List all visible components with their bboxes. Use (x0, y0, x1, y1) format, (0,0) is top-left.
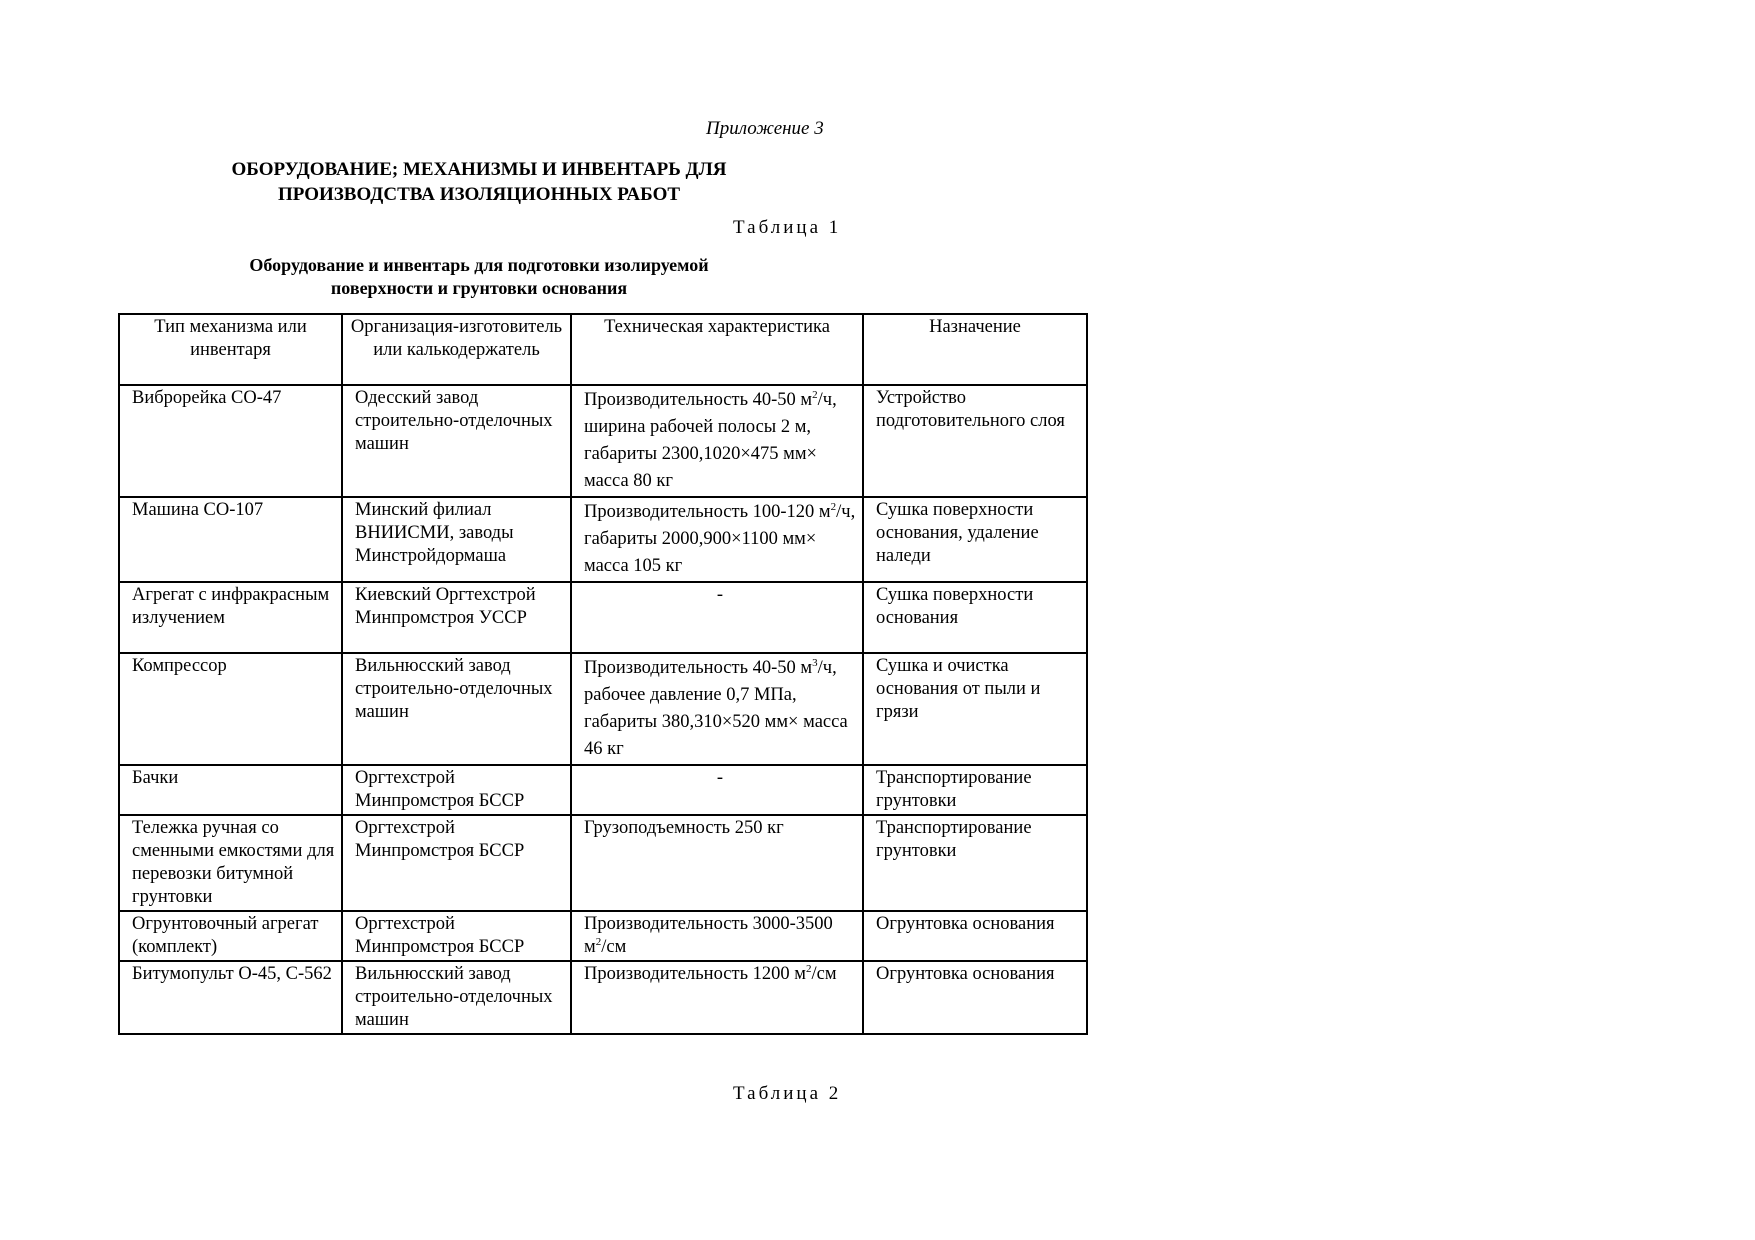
spec-text-continued: /см (811, 964, 837, 984)
cell-type: Виброрейка СО-47 (119, 385, 342, 497)
spec-text: Производительность 3000-3500 м (584, 914, 833, 957)
cell-type: Битумопульт О-45, С-562 (119, 961, 342, 1034)
spec-text-continued: /ч, габариты 2000,900×1100 мм× масса 105 кг (584, 502, 856, 576)
spec-text-continued: /ч, рабочее давление 0,7 МПа, габариты 380,310×520 мм× масса 46 кг (584, 658, 848, 759)
cell-org: Оргтехстрой Минпромстроя БССР (342, 815, 571, 911)
spec-text: Производительность 100-120 м (584, 502, 831, 522)
spec-text-continued: /см (601, 937, 627, 957)
cell-type: Агрегат с инфракрасным излучением (119, 582, 342, 653)
cell-org: Вильнюсский завод строительно-отделочных машин (342, 961, 571, 1034)
cell-spec (571, 385, 863, 497)
spec-text: Производительность 40-50 м (584, 390, 813, 410)
title-line-1: ОБОРУДОВАНИЕ; МЕХАНИЗМЫ И ИНВЕНТАРЬ ДЛЯ (231, 159, 727, 180)
spec-unit-exponent: 2 (805, 962, 812, 975)
cell-purpose: Сушка поверхности основания (863, 582, 1087, 653)
table-1-label: Таблица 1 (733, 217, 842, 238)
cell-spec (571, 653, 863, 765)
caption-line-1: Оборудование и инвентарь для подготовки изолируемой (249, 255, 709, 275)
spec-unit-exponent: 2 (830, 500, 837, 513)
cell-org: Минский филиал ВНИИСМИ, заводы Минстройдормаша (342, 497, 571, 582)
table-row (119, 582, 1087, 653)
cell-type: Огрунтовочный агрегат (комплект) (119, 911, 342, 961)
table-header-row (119, 314, 1087, 385)
cell-org: Оргтехстрой Минпромстроя БССР (342, 911, 571, 961)
cell-type: Бачки (119, 765, 342, 815)
cell-org: Вильнюсский завод строительно-отделочных машин (342, 653, 571, 765)
document-title (190, 157, 768, 207)
title-line-2: ПРОИЗВОДСТВА ИЗОЛЯЦИОННЫХ РАБОТ (277, 184, 681, 205)
cell-org: Одесский завод строительно-отделочных машин (342, 385, 571, 497)
caption-line-2: поверхности и грунтовки основания (330, 278, 628, 298)
cell-type: Машина СО-107 (119, 497, 342, 582)
cell-purpose: Сушка и очистка основания от пыли и грязи (863, 653, 1087, 765)
header-spec: Техническая характеристика (571, 314, 863, 385)
spec-unit-exponent: 3 (812, 656, 818, 669)
cell-type: Тележка ручная со сменными емкостями для перевозки битумной грунтовки (119, 815, 342, 911)
cell-purpose: Огрунтовка основания (863, 961, 1087, 1034)
cell-type: Компрессор (119, 653, 342, 765)
cell-purpose: Транспортирование грунтовки (863, 815, 1087, 911)
header-type: Тип механизма или инвентаря (119, 314, 342, 385)
table-row (119, 961, 1087, 1034)
table-row (119, 911, 1087, 961)
table-row (119, 815, 1087, 911)
spec-text: Производительность 1200 м (584, 964, 806, 984)
header-purpose: Назначение (863, 314, 1087, 385)
cell-purpose: Транспортирование грунтовки (863, 765, 1087, 815)
cell-org: Оргтехстрой Минпромстроя БССР (342, 765, 571, 815)
appendix-label: Приложение 3 (706, 118, 824, 139)
table-row (119, 765, 1087, 815)
cell-spec (571, 911, 863, 961)
cell-purpose: Устройство подготовительного слоя (863, 385, 1087, 497)
table-1-caption (190, 254, 768, 300)
cell-spec: Грузоподъемность 250 кг (571, 815, 863, 911)
table-row (119, 497, 1087, 582)
spec-unit-exponent: 2 (812, 388, 818, 401)
equipment-table (118, 313, 1088, 1035)
spec-text: Производительность 40-50 м (584, 658, 813, 678)
cell-purpose: Огрунтовка основания (863, 911, 1087, 961)
table-2-label: Таблица 2 (733, 1083, 842, 1104)
header-org: Организация-изготовитель или калькодержатель (342, 314, 571, 385)
cell-spec: - (571, 765, 863, 815)
cell-spec: - (571, 582, 863, 653)
cell-spec (571, 497, 863, 582)
cell-purpose: Сушка поверхности основания, удаление наледи (863, 497, 1087, 582)
table-row (119, 385, 1087, 497)
cell-org: Киевский Оргтехстрой Минпромстроя УССР (342, 582, 571, 653)
table-row (119, 653, 1087, 765)
spec-text-continued: /ч, ширина рабочей полосы 2 м, габариты 2300,1020×475 мм× масса 80 кг (584, 390, 837, 491)
cell-spec (571, 961, 863, 1034)
spec-unit-exponent: 2 (595, 935, 602, 948)
